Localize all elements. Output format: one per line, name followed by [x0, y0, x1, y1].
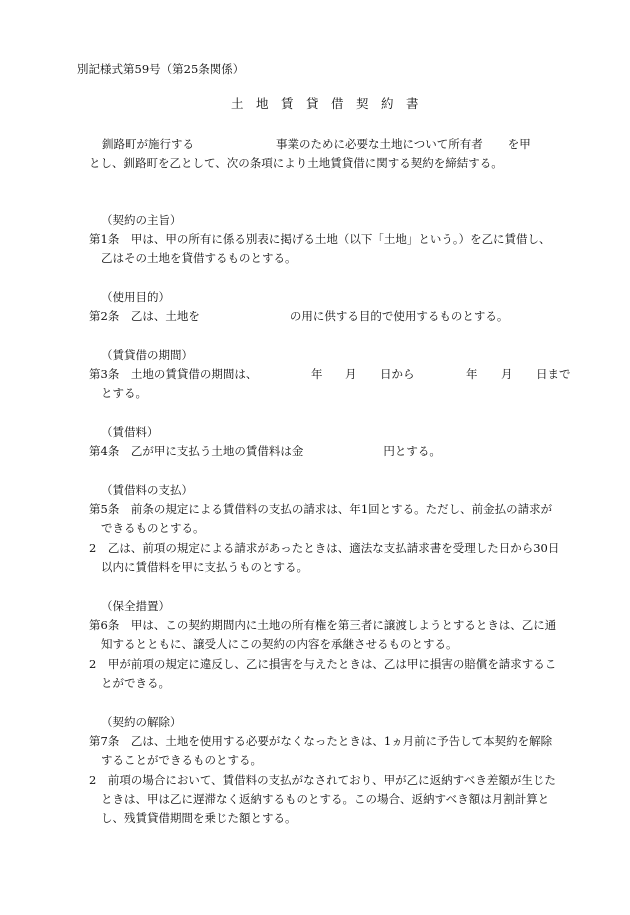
- form-label: 別記様式第59号（第25条関係）: [77, 62, 245, 76]
- article-7-p2-line2: ときは、甲は乙に遅滞なく返納するものとする。この場合、返納すべき額は月割計算と: [101, 792, 550, 806]
- article-2-text-a: 第2条 乙は、土地を: [89, 309, 200, 323]
- preamble-text-c: を甲: [507, 137, 531, 151]
- article-3-line2: とする。: [101, 386, 147, 400]
- article-4-text-b: 円とする。: [383, 444, 441, 458]
- preamble-text-a: 釧路町が施行する: [102, 137, 194, 151]
- article-3-month-until: 月: [501, 367, 513, 381]
- article-4-line1: [89, 446, 441, 458]
- article-7-p1-line1: 第7条 乙は、土地を使用する必要がなくなったときは、1ヵ月前に予告して本契約を解除: [89, 734, 553, 748]
- article-3-text-a: 第3条 土地の賃貸借の期間は、: [89, 367, 258, 381]
- article-2-line1: [89, 311, 508, 323]
- article-5-p1-line2: できるものとする。: [101, 521, 205, 535]
- article-2-text-b: の用に供する目的で使用するものとする。: [289, 309, 509, 323]
- article-3-day-until: 日まで: [536, 367, 571, 381]
- article-6-p1-line1: 第6条 甲は、この契約期間内に土地の所有権を第三者に譲渡しようとするときは、乙に通: [89, 618, 557, 632]
- article-7-p2-line1: 2 前項の場合において、賃借料の支払がなされており、甲が乙に返納すべき差額が生じた: [89, 773, 556, 787]
- article-2-heading: （使用目的）: [101, 290, 170, 304]
- article-5-p1-line1: 第5条 前条の規定による賃借料の支払の請求は、年1回とする。ただし、前金払の請求が: [89, 502, 553, 516]
- article-3-heading: （賃貸借の期間）: [101, 348, 193, 362]
- article-5-heading: （賃借料の支払）: [101, 483, 193, 497]
- article-5-p2-line1: 2 乙は、前項の規定による請求があったときは、適法な支払請求書を受理した日から30日: [89, 541, 560, 555]
- article-3-year-until: 年: [466, 367, 478, 381]
- article-1-line2: 乙はその土地を貸借するものとする。: [101, 251, 297, 265]
- article-3-day-from: 日から: [380, 367, 415, 381]
- preamble-line2: とし、釧路町を乙として、次の条項により土地賃貸借に関する契約を締結する。: [89, 156, 503, 170]
- article-3-month-from: 月: [345, 367, 357, 381]
- article-6-heading: （保全措置）: [101, 599, 170, 613]
- article-6-p1-line2: 知するとともに、譲受人にこの契約の内容を承継させるものとする。: [101, 637, 458, 651]
- article-7-heading: （契約の解除）: [101, 715, 182, 729]
- article-6-p2-line2: とができる。: [101, 676, 170, 690]
- article-4-heading: （賃借料）: [101, 425, 159, 439]
- article-1-heading: （契約の主旨）: [101, 213, 182, 227]
- article-6-p2-line1: 2 甲が前項の規定に違反し、乙に損害を与えたときは、乙は甲に損害の賠償を請求するこ: [89, 657, 557, 671]
- article-3-year-from: 年: [311, 367, 323, 381]
- article-7-p1-line2: することができるものとする。: [101, 753, 262, 767]
- article-3-line1: [89, 369, 572, 381]
- article-7-p2-line3: し、残賃貸借期間を乗じた額とする。: [101, 811, 297, 825]
- article-5-p2-line2: 以内に賃借料を甲に支払うものとする。: [101, 560, 308, 574]
- preamble-line1: [102, 139, 531, 151]
- article-1-line1: 第1条 甲は、甲の所有に係る別表に掲げる土地（以下「土地」という。）を乙に賃借し、: [89, 232, 551, 246]
- document-title: 土 地 賃 貸 借 契 約 書: [231, 96, 419, 111]
- preamble-text-b: 事業のために必要な土地について所有者: [276, 137, 483, 151]
- article-4-text-a: 第4条 乙が甲に支払う土地の賃借料は金: [89, 444, 304, 458]
